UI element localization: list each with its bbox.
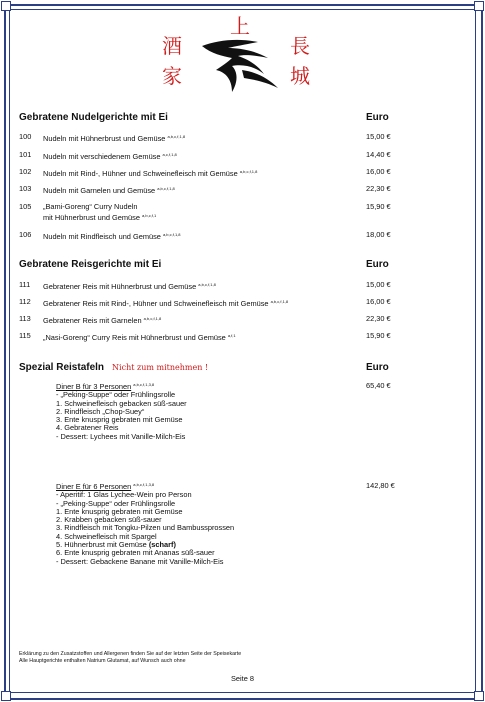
set-menu	[56, 481, 234, 566]
item-description: „Bami-Goreng“ Curry Nudeln	[43, 202, 138, 211]
allergen-codes: a,b,c,f,1,8	[167, 134, 186, 139]
set-menu-line: 1. Ente knusprig gebraten mit Gemüse	[56, 506, 183, 516]
set-menu-line: 3. Ente knusprig gebraten mit Gemüse	[56, 415, 183, 425]
set-menu-price: 65,40 €	[366, 381, 391, 390]
item-price: 18,00 €	[366, 230, 391, 239]
not-for-takeaway-note: Nicht zum mitnehmen !	[112, 363, 209, 372]
footer-note	[19, 651, 241, 664]
item-number: 103	[19, 184, 32, 193]
corner-ornament	[474, 691, 484, 701]
item-number: 112	[19, 297, 31, 306]
set-menu-line: - Dessert: Gebackene Banane mit Vanille-Milch-Eis	[56, 556, 224, 566]
item-description: Nudeln mit verschiedenem Gemüse	[43, 152, 161, 161]
item-description: Gebratener Reis mit Hühnerbrust und Gemüse	[43, 282, 197, 291]
set-menu-price: 142,80 €	[366, 481, 395, 490]
item-number: 102	[19, 167, 32, 176]
item-price: 14,40 €	[366, 150, 391, 159]
allergen-codes: a,b,c,f,1,8	[143, 316, 162, 321]
page-number: Seite 8	[230, 674, 254, 683]
item-description: Gebratener Reis mit Rind-, Hühner und Schweinefleisch mit Gemüse	[43, 299, 269, 308]
set-menu-line: 3. Rindfleisch mit Tongku-Pilzen und Bambussprossen	[56, 523, 235, 533]
item-number: 105	[19, 202, 32, 211]
set-menu-line: - Dessert: Lychees mit Vanille-Milch-Eis	[56, 431, 186, 441]
item-number: 101	[19, 150, 32, 159]
item-price: 15,00 €	[366, 132, 391, 141]
allergen-codes: a,b,c,f,1,8	[239, 169, 258, 174]
item-price: 15,90 €	[366, 202, 391, 211]
set-menu-line: 1. Schweinefleisch gebacken süß-sauer	[56, 398, 187, 408]
logo-char: 酒	[162, 34, 182, 58]
allergen-codes: a,f,1	[227, 333, 236, 338]
allergen-codes: a,b,c,f,1,8	[198, 282, 216, 287]
item-description: Nudeln mit Rindfleisch und Gemüse	[43, 232, 161, 241]
corner-ornament	[1, 1, 11, 11]
section-title: Gebratene Nudelgerichte mit Ei	[19, 112, 168, 123]
spicy-marker: (scharf)	[148, 540, 176, 550]
price-column-header: Euro	[366, 259, 389, 270]
restaurant-logo	[160, 14, 320, 99]
section-title: Gebratene Reisgerichte mit Ei	[19, 259, 162, 270]
set-menu-line: 5. Hühnerbrust mit Gemüse (scharf)	[56, 540, 176, 550]
set-menu-line: 4. Schweinefleisch mit Spargel	[56, 531, 157, 541]
item-price: 22,30 €	[366, 184, 391, 193]
item-price: 15,00 €	[366, 280, 391, 289]
set-menu-line: 2. Rindfleisch „Chop-Suey“	[56, 406, 145, 416]
logo-char: 上	[230, 14, 250, 38]
set-menu-line: - „Peking-Suppe“ oder Frühlingsrolle	[56, 498, 176, 508]
set-menu-line: - „Peking-Suppe“ oder Frühlingsrolle	[56, 390, 176, 400]
allergen-codes: a,b,c,f,1,3,8	[133, 482, 155, 487]
set-menu-line: 4. Gebratener Reis	[56, 423, 119, 433]
item-description: Nudeln mit Rind-, Hühner und Schweinefleisch mit Gemüse	[43, 169, 238, 178]
corner-ornament	[474, 1, 484, 11]
item-description: „Nasi-Goreng“ Curry Reis mit Hühnerbrust und Gemüse	[43, 333, 226, 342]
item-description: Nudeln mit Hühnerbrust und Gemüse	[43, 134, 166, 143]
logo-char: 長	[290, 34, 310, 58]
allergen-codes: a,c,f,1,8	[162, 152, 177, 157]
logo-char: 城	[290, 64, 310, 88]
set-menu-line: - Aperitif: 1 Glas Lychee-Wein pro Person	[56, 490, 192, 500]
allergen-codes: a,b,c,f,1	[142, 213, 157, 218]
allergen-codes: a,b,c,f,1,8	[270, 299, 289, 304]
item-number: 100	[19, 132, 32, 141]
item-description-line2: mit Hühnerbrust und Gemüse	[43, 213, 140, 222]
item-description: Nudeln mit Garnelen und Gemüse	[43, 186, 156, 195]
item-number: 115	[19, 331, 31, 340]
logo-char: 家	[162, 64, 182, 88]
price-column-header: Euro	[366, 112, 389, 123]
set-menu-line: 2. Krabben gebacken süß-sauer	[56, 515, 162, 525]
footer-line: Alle Hauptgerichte enthalten Natrium Glutamat, auf Wunsch auch ohne	[19, 657, 186, 664]
item-number: 113	[19, 314, 31, 323]
item-description: Gebratener Reis mit Garnelen	[43, 316, 142, 325]
menu-item-row	[19, 202, 459, 222]
special-section-title: Spezial Reistafeln	[19, 362, 105, 373]
allergen-codes: a,b,c,f,1,3,8	[133, 382, 155, 387]
allergen-codes: a,b,c,f,1,8	[157, 186, 175, 191]
set-menu-line: 6. Ente knusprig gebraten mit Ananas süß-sauer	[56, 548, 215, 558]
set-menu	[56, 381, 187, 441]
allergen-codes: a,b,c,f,1,8	[162, 232, 181, 237]
item-price: 16,00 €	[366, 297, 391, 306]
item-price: 15,90 €	[366, 331, 391, 340]
footer-line: Erklärung zu den Zusatzstoffen und Allergenen finden Sie auf der letzten Seite der Speisekarte	[19, 651, 242, 657]
set-menu-title: Diner E für 6 Personen	[56, 482, 132, 491]
set-menu-title: Diner B für 3 Personen	[56, 382, 132, 391]
item-number: 111	[19, 280, 31, 289]
corner-ornament	[1, 691, 11, 701]
price-column-header: Euro	[366, 362, 389, 373]
great-wall-brush-icon	[198, 36, 282, 96]
item-number: 106	[19, 230, 32, 239]
section-title	[19, 362, 208, 373]
item-price: 16,00 €	[366, 167, 391, 176]
item-price: 22,30 €	[366, 314, 391, 323]
